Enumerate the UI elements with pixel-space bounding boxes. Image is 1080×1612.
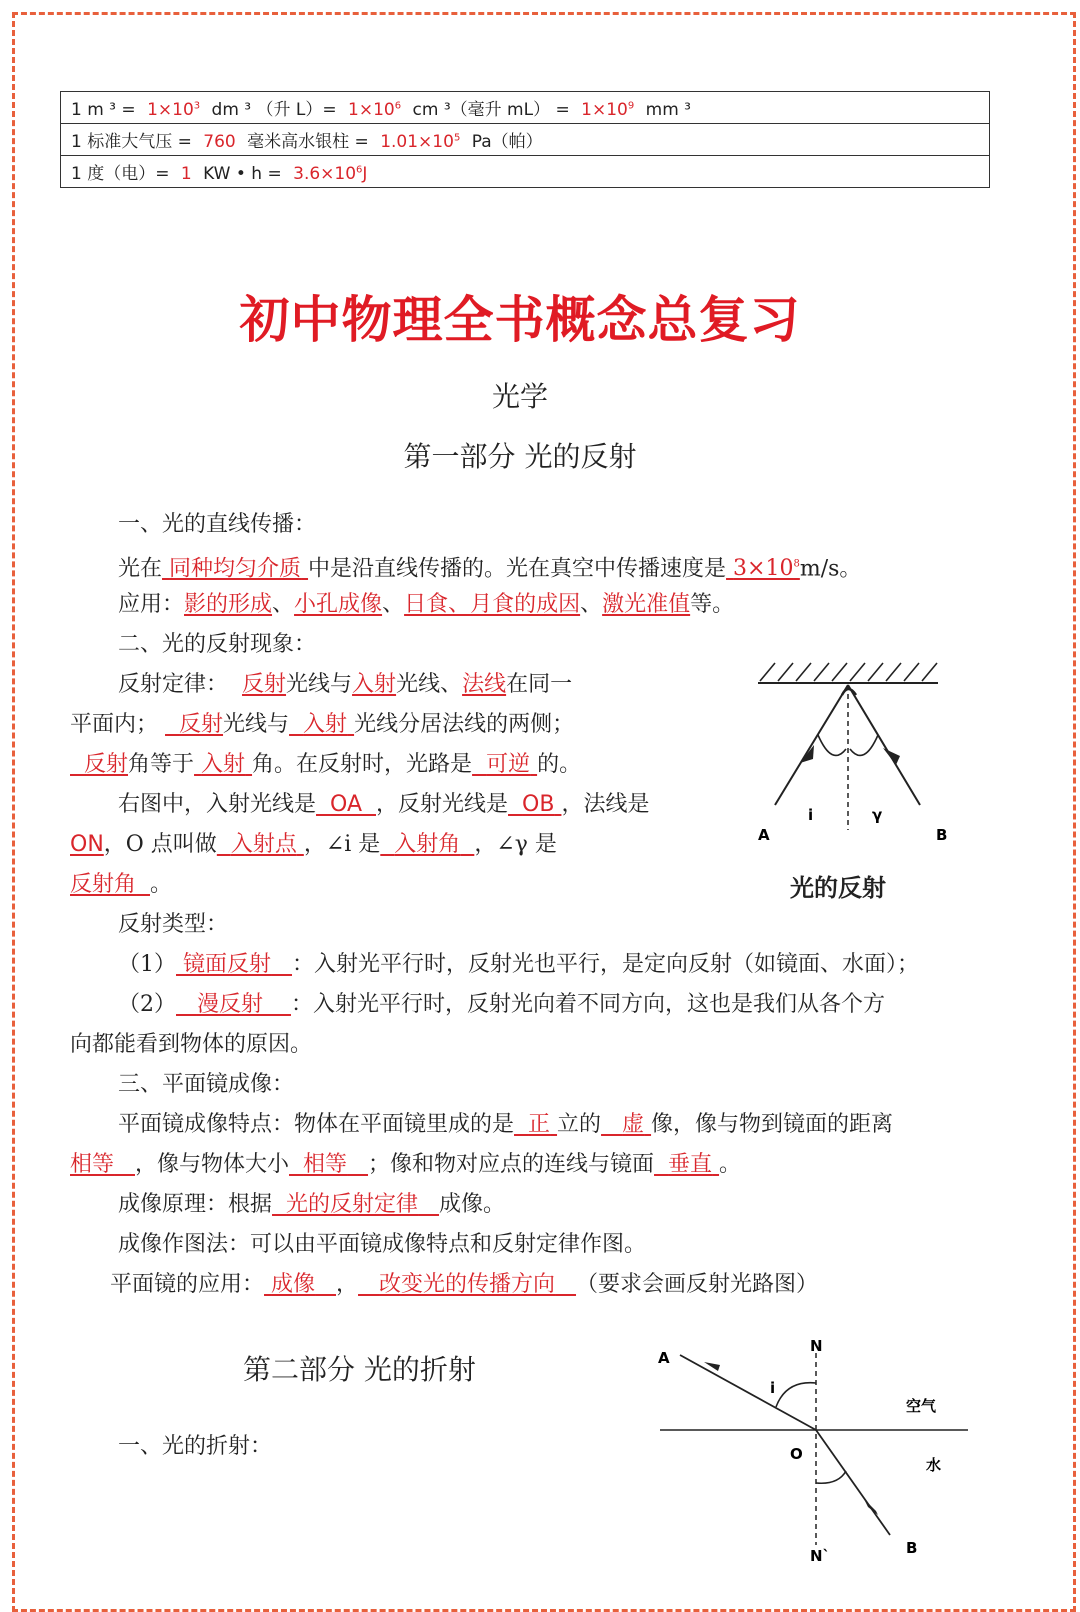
- conv-text: dm ³ （升 L）=: [211, 100, 337, 120]
- text-line: （2） 漫反射 ：入射光平行时，反射光向着不同方向，这也是我们从各个方: [118, 992, 885, 1017]
- answer-blank: 日食、月食的成因: [404, 592, 581, 617]
- answer-blank: 成像: [271, 1272, 316, 1297]
- answer-blank: 小孔成像: [294, 592, 383, 617]
- answer-blank: OB: [522, 792, 555, 817]
- answer-blank: 入射: [303, 712, 348, 737]
- answer-blank: 反射: [84, 752, 129, 777]
- answer-blank: 相等: [70, 1152, 115, 1177]
- text-line: 右图中，入射光线是 OA ，反射光线是 OB ，法线是: [118, 792, 650, 817]
- answer-blank: $3\times 10^8$: [733, 556, 800, 582]
- answer-blank: OA: [330, 792, 362, 817]
- part2-heading: 第二部分 光的折射: [243, 1353, 476, 1386]
- label-o: O: [790, 1445, 803, 1463]
- conv-text: 1 m ³ =: [71, 100, 136, 120]
- subject-heading: 光学: [491, 380, 548, 413]
- refracted-arrow: [864, 1499, 878, 1515]
- label-a: A: [658, 1349, 670, 1367]
- text-line: 应用：影的形成、小孔成像、日食、月食的成因、激光准值等。: [118, 592, 735, 617]
- section-heading: 二、光的反射现象：: [118, 632, 317, 657]
- conv-text: 1 度（电）=: [71, 164, 170, 184]
- reflected-arrow: [883, 748, 900, 765]
- label-a: A: [758, 826, 770, 840]
- text-line: 成像作图法：可以由平面镜成像特点和反射定律作图。: [118, 1232, 647, 1257]
- document-title: 初中物理全书概念总复习: [239, 291, 801, 349]
- mirror-hatching: [760, 663, 937, 681]
- conv-answer: 1: [180, 164, 192, 184]
- section-heading: 三、平面镜成像：: [118, 1072, 295, 1097]
- answer-blank: 垂直: [668, 1152, 713, 1177]
- label-gamma: γ: [872, 806, 883, 824]
- conv-answer: $1\times 10^6$: [348, 100, 402, 120]
- conversion-row: [61, 156, 990, 188]
- text-line: ON，O 点叫做 入射点 ，∠i 是 入射角 ，∠γ 是: [70, 832, 557, 857]
- answer-blank: 影的形成: [184, 592, 273, 617]
- conv-answer: 760: [203, 132, 236, 152]
- section-heading: 一、光的直线传播：: [118, 512, 317, 537]
- angle-i-arc: [776, 1383, 816, 1407]
- conversion-row: [61, 124, 990, 156]
- answer-blank: 相等: [303, 1152, 348, 1177]
- conv-text: 毫米高水银柱 =: [247, 132, 369, 152]
- section-heading: 反射类型：: [118, 912, 229, 937]
- text-line: 向都能看到物体的原因。: [70, 1032, 313, 1057]
- label-air: 空气: [906, 1397, 937, 1415]
- answer-blank: 漫反射: [196, 992, 263, 1017]
- unit-conversion-table: [60, 91, 990, 188]
- text-line: 平面镜成像特点：物体在平面镜里成的是 正 立的 虚 像，像与物到镜面的距离: [118, 1112, 894, 1137]
- incident-ray: [775, 685, 848, 805]
- text-line: 反射角 。: [70, 872, 173, 897]
- answer-blank: 入射: [201, 752, 246, 777]
- answer-blank: 正: [528, 1112, 551, 1137]
- conv-answer: $1\times 10^9$: [581, 100, 635, 120]
- text-line: 反射定律： 反射光线与入射光线、法线在同一: [118, 672, 573, 697]
- answer-blank: ON: [70, 832, 104, 857]
- text-line: 平面内； 反射光线与 入射 光线分居法线的两侧；: [70, 712, 575, 737]
- conv-text: mm ³: [645, 100, 691, 120]
- text-line: （1） 镜面反射 ：入射光平行时，反射光也平行，是定向反射（如镜面、水面）；: [118, 952, 920, 977]
- conv-answer: $1\times 10^3$: [147, 100, 201, 120]
- angle-i-arc: [818, 735, 846, 755]
- answer-blank: 入射点: [230, 832, 297, 857]
- label-n-prime: N`: [810, 1547, 831, 1563]
- label-water: 水: [926, 1456, 942, 1474]
- answer-blank: 改变光的传播方向: [379, 1272, 556, 1297]
- answer-blank: 光的反射定律: [286, 1192, 419, 1217]
- answer-blank: 反射角: [70, 872, 137, 897]
- conv-text: cm ³（毫升 mL） =: [412, 100, 570, 120]
- label-i: i: [770, 1379, 776, 1397]
- label-i: i: [808, 806, 814, 824]
- text-line: 相等 ，像与物体大小 相等 ；像和物对应点的连线与镜面 垂直 。: [70, 1152, 742, 1177]
- answer-blank: 入射角: [394, 832, 461, 857]
- conv-text: Pa（帕）: [471, 132, 543, 152]
- answer-blank: 反射: [179, 712, 224, 737]
- text-line: 平面镜的应用： 成像 ， 改变光的传播方向 （要求会画反射光路图）: [110, 1272, 819, 1297]
- answer-blank: 虚: [622, 1112, 645, 1137]
- figure-caption: 光的反射: [790, 874, 886, 902]
- incident-ray: [680, 1355, 816, 1430]
- conversion-row: [61, 92, 990, 124]
- conv-answer: $1.01\times 10^5$: [380, 132, 461, 152]
- conv-text: 1 标准大气压 =: [71, 132, 192, 152]
- angle-r-arc: [850, 735, 878, 755]
- refraction-diagram: [650, 1335, 980, 1563]
- answer-blank: 激光准值: [602, 592, 691, 617]
- o-mark: [842, 689, 856, 695]
- answer-blank: 反射: [242, 672, 287, 697]
- text-line: 光在 同种均匀介质 中是沿直线传播的。光在真空中传播速度是 $3\times 10^8m/s$。: [118, 556, 862, 582]
- label-b: B: [906, 1539, 918, 1557]
- angle-r-arc: [816, 1471, 846, 1483]
- reflection-diagram: [750, 655, 950, 840]
- text-line: 反射角等于 入射 角。在反射时，光路是 可逆 的。: [70, 750, 581, 780]
- conv-answer: $3.6\times 10^6J$: [293, 164, 368, 184]
- label-n: N: [810, 1337, 823, 1355]
- answer-blank: 入射: [352, 672, 397, 697]
- section-heading: 一、光的折射：: [118, 1434, 273, 1459]
- text-line: 成像原理：根据 光的反射定律 成像。: [118, 1192, 506, 1217]
- reflected-ray: [848, 685, 920, 805]
- answer-blank: 同种均匀介质: [169, 556, 302, 582]
- label-b: B: [936, 826, 948, 840]
- answer-blank: 可逆: [486, 752, 531, 777]
- conv-text: KW • h =: [203, 164, 282, 184]
- answer-blank: 镜面反射: [183, 952, 272, 977]
- answer-blank: 法线: [462, 672, 507, 697]
- part1-heading: 第一部分 光的反射: [403, 440, 637, 473]
